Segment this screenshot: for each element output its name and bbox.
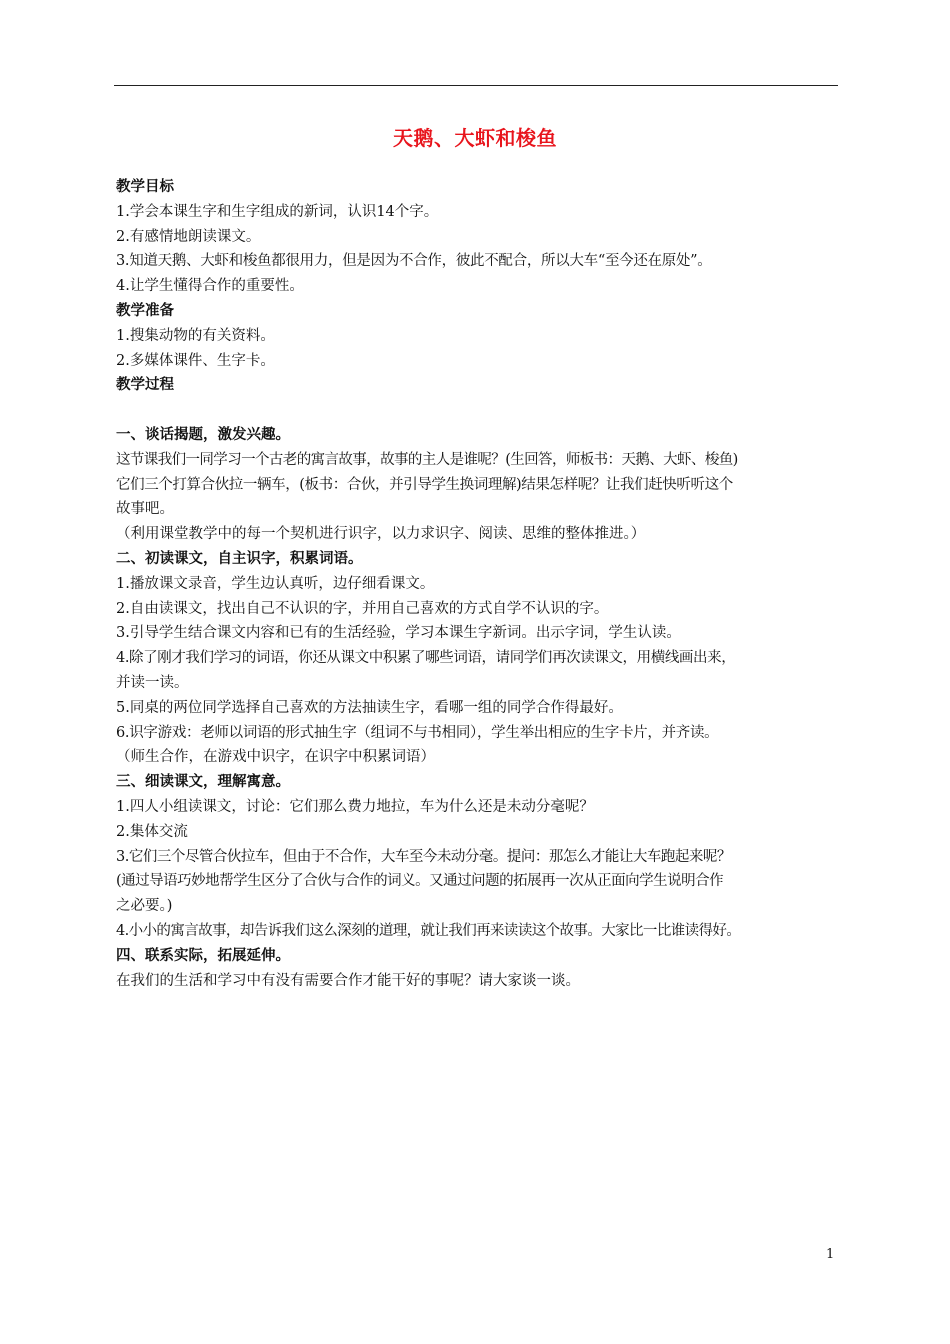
- paragraph-line: 它们三个打算合伙拉一辆车，(板书：合伙，并引导学生换词理解)结果怎样呢？让我们赶快听听这个: [116, 476, 733, 493]
- paragraph-line: 1.四人小组读课文，讨论：它们那么费力地拉，车为什么还是未动分毫呢？: [116, 798, 594, 815]
- blank-line: [116, 398, 850, 423]
- paragraph-line: 5.同桌的两位同学选择自己喜欢的方法抽读生字，看哪一组的同学合作得最好。: [116, 699, 623, 716]
- section-heading-goals: 教学目标: [116, 178, 174, 195]
- paragraph-line: 2.集体交流: [116, 823, 188, 840]
- section-heading-process: 教学过程: [116, 376, 174, 394]
- paragraph-line: （利用课堂教学中的每一个契机进行识字，以力求识字、阅读、思维的整体推进。）: [116, 526, 646, 543]
- paragraph-line: 6.识字游戏：老师以词语的形式抽生字（组词不与书相同），学生举出相应的生字卡片，并齐读。: [116, 724, 719, 741]
- part-heading-1: 一、谈话揭题，激发兴趣。: [116, 425, 290, 443]
- header-rule: [114, 85, 838, 86]
- document-title: 天鹅、大虾和梭鱼: [393, 126, 557, 150]
- paragraph-line: 4.小小的寓言故事，却告诉我们这么深刻的道理，就让我们再来读读这个故事。大家比一比谁读得好。: [116, 922, 741, 939]
- paragraph-line: 这节课我们一同学习一个古老的寓言故事，故事的主人是谁呢？(生回答，师板书：天鹅、大虾、梭鱼): [116, 451, 738, 468]
- goal-item: 3.知道天鹅、大虾和梭鱼都很用力，但是因为不合作，彼此不配合，所以大车“至今还在原处”。: [116, 253, 712, 270]
- paragraph-line: 之必要。): [116, 898, 173, 915]
- paragraph-line: 1.播放课文录音，学生边认真听，边仔细看课文。: [116, 575, 435, 592]
- page-number: 1: [826, 1247, 835, 1262]
- prep-item: 1.搜集动物的有关资料。: [116, 327, 275, 344]
- goal-item: 4.让学生懂得合作的重要性。: [116, 278, 304, 295]
- paragraph-line: 2.自由读课文，找出自己不认识的字，并用自己喜欢的方式自学不认识的字。: [116, 600, 609, 617]
- paragraph-line: 故事吧。: [116, 501, 174, 518]
- section-heading-prep: 教学准备: [116, 301, 174, 319]
- goal-item: 2.有感情地朗读课文。: [116, 228, 261, 245]
- prep-item: 2.多媒体课件、生字卡。: [116, 352, 275, 369]
- paragraph-line: （师生合作，在游戏中识字，在识字中积累词语）: [116, 749, 435, 766]
- document-body: [116, 175, 850, 993]
- part-heading-2: 二、初读课文，自主识字，积累词语。: [116, 549, 363, 567]
- paragraph-line: 3.它们三个尽管合伙拉车，但由于不合作，大车至今未动分毫。提问：那怎么才能让大车跑起来呢？: [116, 848, 731, 865]
- part-heading-4: 四、联系实际，拓展延伸。: [116, 946, 290, 964]
- paragraph-line: (通过导语巧妙地帮学生区分了合伙与合作的词义。又通过问题的拓展再一次从正面向学生说明合作: [116, 873, 724, 890]
- paragraph-line: 3.引导学生结合课文内容和已有的生活经验，学习本课生字新词。出示字词，学生认读。: [116, 625, 681, 642]
- part-heading-3: 三、细读课文，理解寓意。: [116, 773, 290, 791]
- paragraph-line: 4.除了刚才我们学习的词语，你还从课文中积累了哪些词语，请同学们再次读课文，用横线画出来，: [116, 650, 736, 667]
- goal-item: 1.学会本课生字和生字组成的新词，认识14个字。: [116, 203, 439, 220]
- paragraph-line: 在我们的生活和学习中有没有需要合作才能干好的事呢？请大家谈一谈。: [116, 972, 580, 989]
- paragraph-line: 并读一读。: [116, 674, 189, 691]
